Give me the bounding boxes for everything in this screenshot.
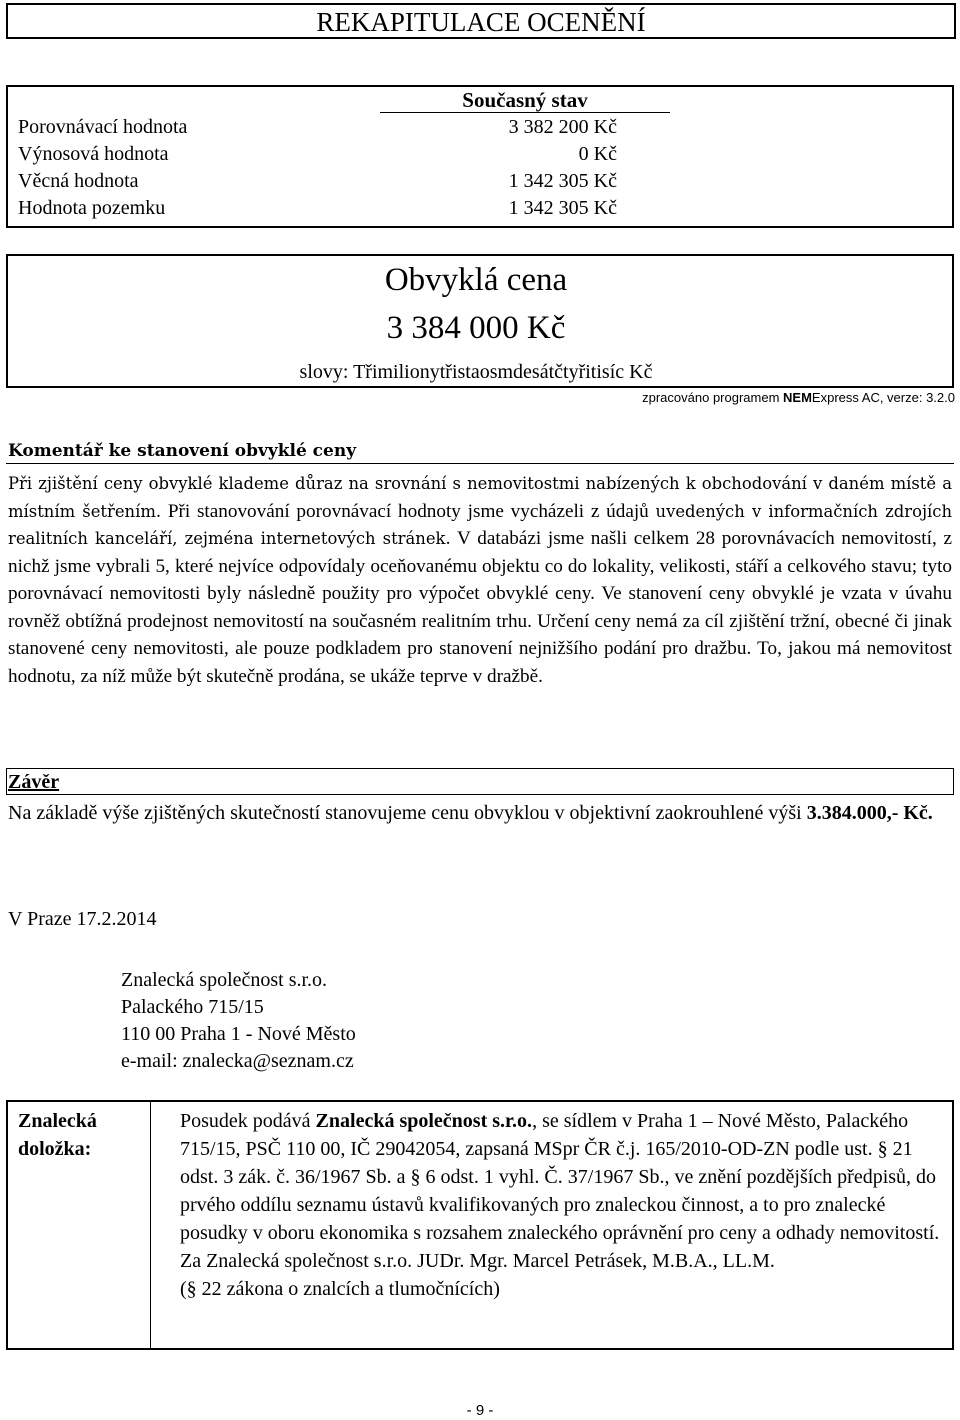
header-underline — [380, 112, 670, 113]
expert-clause-label: Znalecká doložka: — [18, 1110, 97, 1160]
address-city: 110 00 Praha 1 - Nové Město — [121, 1023, 356, 1045]
land-value-label: Hodnota pozemku — [18, 197, 166, 219]
date-line: V Praze 17.2.2014 — [8, 908, 157, 930]
usual-price-in-words: slovy: Třimilionytřistaosmdesátčtyřitisíc Kč — [299, 361, 653, 383]
comparative-value: 3 382 200 Kč — [508, 116, 617, 138]
page-number: - 9 - — [466, 1402, 494, 1419]
usual-price-title: Obvyklá cena — [384, 262, 568, 298]
conclusion-amount: 3.384.000,- Kč. — [806, 802, 933, 824]
material-value: 1 342 305 Kč — [508, 170, 617, 192]
land-value: 1 342 305 Kč — [508, 197, 617, 219]
expert-signature-line: Za Znalecká společnost s.r.o. JUDr. Mgr. Marcel Petrásek, M.B.A., LL.M. — [180, 1250, 775, 1272]
address-email: e-mail: znalecka@seznam.cz — [121, 1050, 354, 1072]
current-state-header: Současný stav — [462, 88, 588, 112]
income-value-label: Výnosová hodnota — [18, 143, 169, 165]
comment-heading: Komentář ke stanovení obvyklé ceny — [8, 441, 357, 461]
comparative-value-label: Porovnávací hodnota — [18, 116, 188, 138]
expert-clause-divider — [150, 1100, 151, 1350]
comment-heading-rule — [6, 463, 954, 464]
expert-clause-text: Posudek podává Znalecká společnost s.r.o., se sídlem v Praha 1 – Nové Město, Palackého 715/15, PSČ 110 00, IČ 29042054, zapsaná MSpr ČR č.j. 165/2010-OD-ZN podle ust. § 21 odst. 3 zák. č. 36/1967 Sb. a § 6 odst. 1 vyhl. Č. 37/1967 Sb., ve znění pozdějších předpisů, do prvého oddílu seznamu ústavů kvalifikovaných pro znaleckou činnost, a to pro znalecké posudky v oboru ekonomika s rozsahem znaleckého oprávnění pro ceny a odhady nemovitostí. Za Znalecká společnost s.r.o. JUDr. Mgr. Marcel Petrásek, M.B.A., LL.M. (§ 22 zákona o znalcích a tlumočnících) — [180, 1110, 940, 1300]
conclusion-heading: Závěr — [8, 771, 60, 793]
income-value: 0 Kč — [578, 143, 617, 165]
software-note: zpracováno programem NEMExpress AC, verze: 3.2.0 — [642, 390, 955, 405]
page-title: REKAPITULACE OCENĚNÍ — [316, 7, 646, 37]
usual-price-value: 3 384 000 Kč — [386, 310, 566, 346]
law-reference: (§ 22 zákona o znalcích a tlumočnících) — [180, 1278, 500, 1300]
expert-company-name: Znalecká společnost s.r.o. — [315, 1110, 533, 1132]
conclusion-heading-box — [6, 768, 954, 795]
address-street: Palackého 715/15 — [121, 996, 264, 1018]
material-value-label: Věcná hodnota — [18, 170, 139, 192]
software-brand: NEM — [783, 390, 812, 405]
address-company: Znalecká společnost s.r.o. — [121, 969, 328, 991]
conclusion-paragraph: Na základě výše zjištěných skutečností stanovujeme cenu obvyklou v objektivní zaokrouhlené výši 3.384.000,- Kč. — [8, 802, 933, 824]
comment-paragraph: Při zjištění ceny obvyklé klademe důraz na srovnání s nemovitostmi nabízených k obchodování v daném místě a místním šetřením. Při stanovování porovnávací hodnoty jsme vycházeli z údajů uvedených v informačních zdrojích realitních kanceláří, zejména internetových stránek. V databázi jsme našli celkem 28 porovnávacích nemovitostí, z nichž jsme vybrali 5, které nejvíce odpovídaly oceňovanému objektu co do lokality, velikosti, stáří a celkového stavu; tyto porovnávací nemovitosti byly následně použity pro výpočet obvyklé ceny. Ve stanovení ceny obvyklé je vzata v úvahu rovněž obtížná prodejnost nemovitostí na současném realitním trhu. Určení ceny nemá za cíl zjištění tržní, obecné či jinak stanovené ceny nemovitosti, ale pouze podkladem pro stanovení nejnižšího podání pro dražbu. To, jakou má nemovitost hodnotu, za níž může být skutečně prodána, se ukáže teprve v dražbě. — [8, 474, 953, 687]
title-box — [6, 3, 956, 39]
